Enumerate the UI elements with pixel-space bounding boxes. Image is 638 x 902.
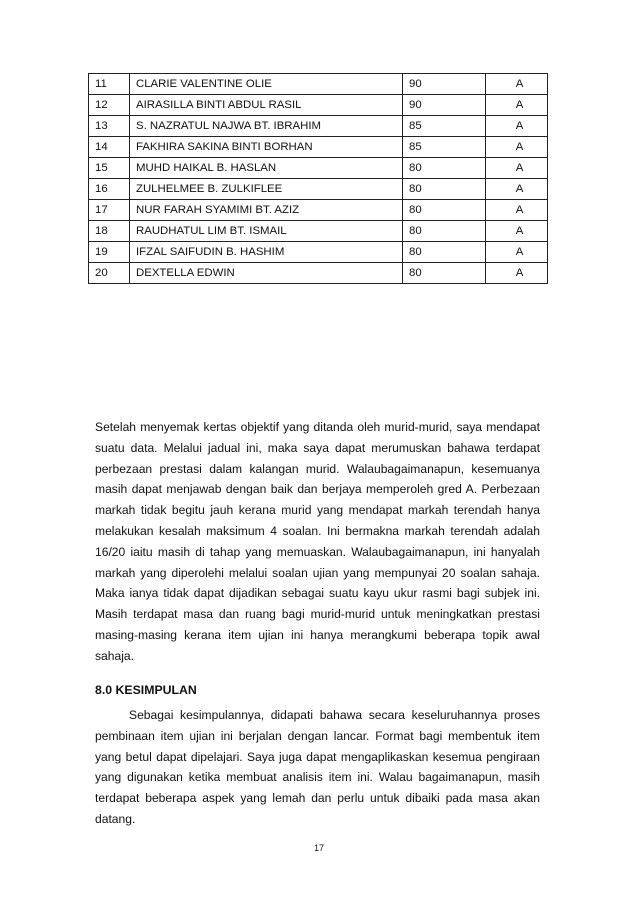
table-row <box>89 74 548 95</box>
student-name-cell: CLARIE VALENTINE OLIE <box>130 74 403 95</box>
table-row <box>89 242 548 263</box>
score-cell: 80 <box>403 242 486 263</box>
student-number-cell: 18 <box>89 221 130 242</box>
grade-cell: A <box>486 221 548 242</box>
score-cell: 80 <box>403 200 486 221</box>
table-row <box>89 95 548 116</box>
student-name-cell: NUR FARAH SYAMIMI BT. AZIZ <box>130 200 403 221</box>
score-cell: 85 <box>403 116 486 137</box>
score-cell: 80 <box>403 179 486 200</box>
score-cell: 90 <box>403 95 486 116</box>
student-number-cell: 15 <box>89 158 130 179</box>
grade-cell: A <box>486 179 548 200</box>
table-row <box>89 116 548 137</box>
student-name-cell: ZULHELMEE B. ZULKIFLEE <box>130 179 403 200</box>
student-name-cell: DEXTELLA EDWIN <box>130 263 403 284</box>
grade-cell: A <box>486 74 548 95</box>
page-number: 17 <box>313 843 324 853</box>
analysis-paragraph: Setelah menyemak kertas objektif yang ditanda oleh murid-murid, saya mendapat suatu data. Melalui jadual ini, maka saya dapat merumuskan bahawa terdapat perbezaan prestasi dalam kalangan murid. Walaubagaimanapun, kesemuanya masih dapat menjawab dengan baik dan berjaya memperoleh gred A. Perbezaan markah tidak begitu jauh kerana murid yang mendapat markah terendah hanya melakukan kesalah maksimum 4 soalan. Ini bermakna markah terendah adalah 16/20 iaitu masih di tahap yang memuaskan. Walaubagaimanapun, ini hanyalah markah yang diperolehi melalui soalan ujian yang mempunyai 20 soalan sahaja. Maka ianya tidak dapat dijadikan sebagai suatu kayu ukur rasmi bagi subjek ini. Masih terdapat masa dan ruang bagi murid-murid untuk meningkatkan prestasi masing-masing kerana item ujian ini hanya merangkumi beberapa topik awal sahaja. <box>95 420 540 663</box>
score-cell: 80 <box>403 263 486 284</box>
grade-cell: A <box>486 95 548 116</box>
student-name-cell: MUHD HAIKAL B. HASLAN <box>130 158 403 179</box>
table-row <box>89 179 548 200</box>
grade-cell: A <box>486 116 548 137</box>
student-name-cell: FAKHIRA SAKINA BINTI BORHAN <box>130 137 403 158</box>
student-name-cell: RAUDHATUL LIM BT. ISMAIL <box>130 221 403 242</box>
student-number-cell: 14 <box>89 137 130 158</box>
student-name-cell: IFZAL SAIFUDIN B. HASHIM <box>130 242 403 263</box>
conclusion-paragraph: Sebagai kesimpulannya, didapati bahawa secara keseluruhannya proses pembinaan item ujian ini berjalan dengan lancar. Format bagi membentuk item yang betul dapat dipelajari. Saya juga dapat mengaplikaskan kesemua pengiraan yang digunakan ketika membuat analisis item ini. Walau bagaimanapun, masih terdapat beberapa aspek yang lemah dan perlu untuk dibaiki pada masa akan datang. <box>95 708 540 826</box>
score-cell: 80 <box>403 158 486 179</box>
results-table-body <box>89 74 548 284</box>
table-row <box>89 137 548 158</box>
table-row <box>89 200 548 221</box>
results-table <box>88 73 548 284</box>
table-row <box>89 221 548 242</box>
student-number-cell: 20 <box>89 263 130 284</box>
section-heading-kesimpulan: 8.0 KESIMPULAN <box>95 683 197 697</box>
grade-cell: A <box>486 242 548 263</box>
grade-cell: A <box>486 137 548 158</box>
score-cell: 85 <box>403 137 486 158</box>
student-number-cell: 16 <box>89 179 130 200</box>
score-cell: 90 <box>403 74 486 95</box>
student-number-cell: 11 <box>89 74 130 95</box>
grade-cell: A <box>486 263 548 284</box>
student-name-cell: AIRASILLA BINTI ABDUL RASIL <box>130 95 403 116</box>
student-number-cell: 17 <box>89 200 130 221</box>
score-cell: 80 <box>403 221 486 242</box>
grade-cell: A <box>486 200 548 221</box>
student-number-cell: 12 <box>89 95 130 116</box>
student-number-cell: 13 <box>89 116 130 137</box>
student-name-cell: S. NAZRATUL NAJWA BT. IBRAHIM <box>130 116 403 137</box>
table-row <box>89 263 548 284</box>
table-row <box>89 158 548 179</box>
student-number-cell: 19 <box>89 242 130 263</box>
grade-cell: A <box>486 158 548 179</box>
